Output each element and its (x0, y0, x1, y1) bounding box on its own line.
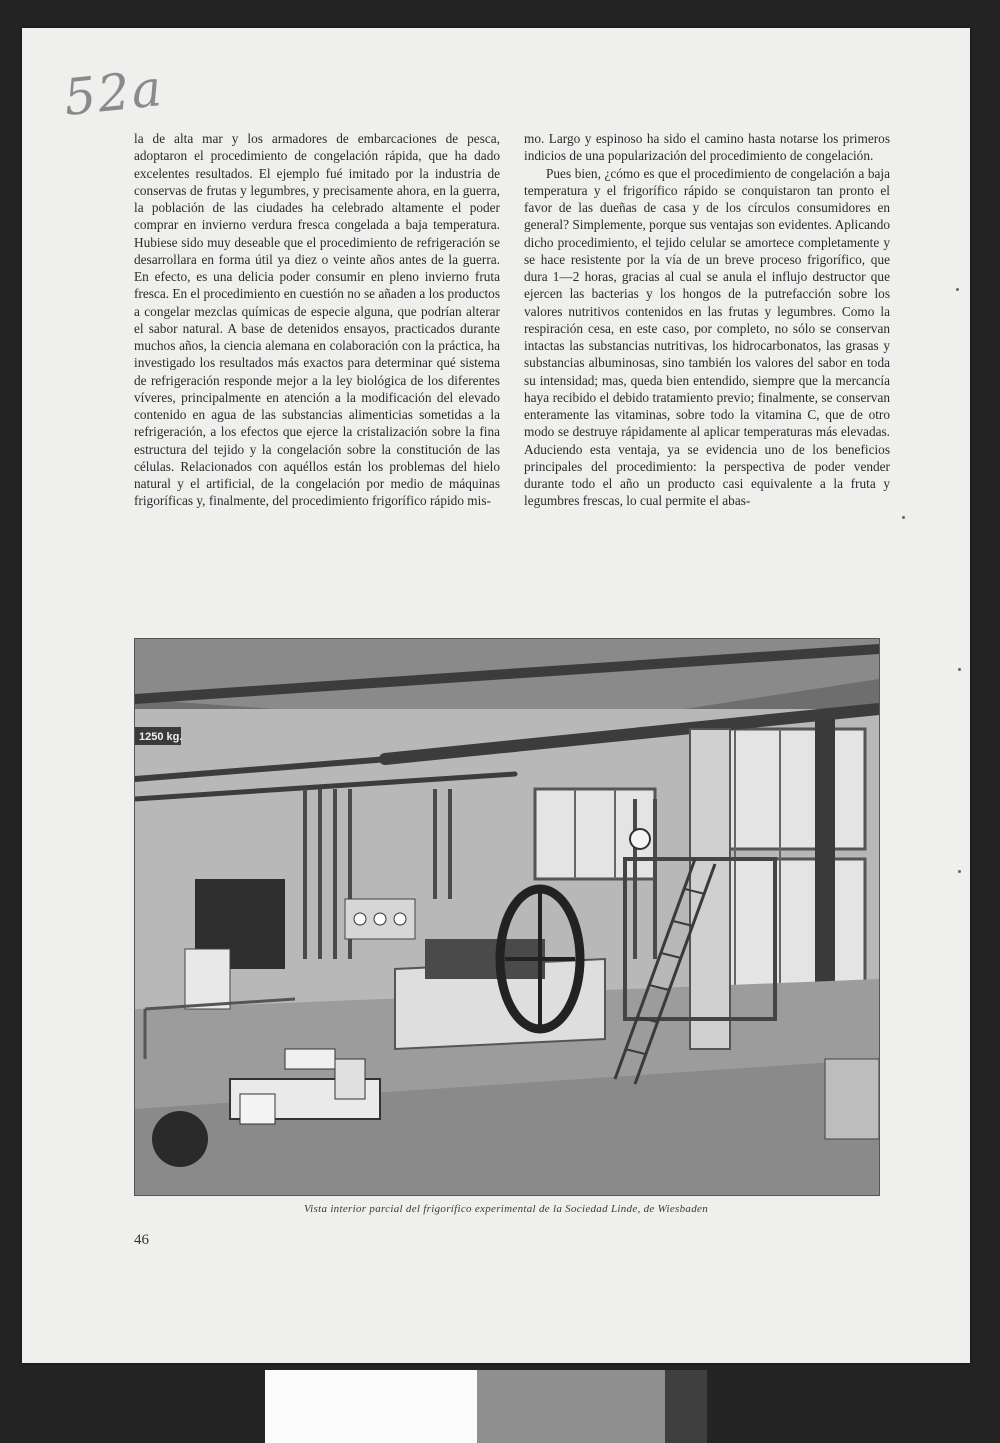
page-number: 46 (134, 1232, 149, 1248)
calibration-patch-white (265, 1370, 477, 1443)
paper-speck (902, 516, 905, 519)
handwritten-page-mark: 52a (61, 58, 167, 128)
paper-speck (958, 870, 961, 873)
article-column-right (524, 130, 890, 510)
paper-speck (958, 668, 961, 671)
article-paragraph: Pues bien, ¿cómo es que el procedimiento de congelación a baja temperatura y el frigorífico rápido se conquistaron tan pronto el favor de las dueñas de casa y de los círculos consumidores en general? Simplemente, porque sus ventajas son evidentes. Aplicando dicho procedimiento, el tejido celular se amortece completamente y se hace resistente por la vía de un breve proceso frigorífico, que dura 1—2 horas, gracias al cual se anula el influjo destructor que ejercen las bacterias y los hongos de la putrefacción sobre los valores nutritivos contenidos en las frutas y legumbres. Como la respiración cesa, en este caso, por completo, no sólo se conservan intactas las substancias nutritivas, los hidrocarbonatos, las grasas y substancias albuminosas, sino también los valores del sabor en toda su intensidad; mas, queda bien entendido, siempre que la mercancía haya recibido el debido tratamiento previo; finalmente, se conservan enteramente las vitaminas, sobre todo la vitamina C, que de otro modo se destruye rápidamente al aplicar temperaturas más elevadas. Aduciendo esta ventaja, ya se evidencia uno de los beneficios principales del procedimiento: la perspectiva de poder vender durante todo el año un producto casi equivalente a la fruta y legumbres frescas, lo cual permite el abas- (524, 165, 890, 509)
article-paragraph: la de alta mar y los armadores de embarcaciones de pesca, adoptaron el procedimiento de congelación rápida, que ha dado excelentes resultados. El ejemplo fué imitado por la industria de conservas de frutas y legumbres, y precisamente ahora, en la guerra, la población de las ciudades ha celebrado altamente el poder comprar en invierno verdura fresca congelada a baja temperatura. Hubiese sido muy deseable que el procedimiento de refrigeración se desarrollara en forma útil ya diez o veinte años antes de la guerra. En efecto, es una delicia poder consumir en pleno invierno fruta fresca. En el procedimiento en cuestión no se añaden a los productos a congelar mezclas químicas de especie alguna, que podrían alterar el sabor natural. A base de detenidos ensayos, practicados durante muchos años, la ciencia alemana en colaboración con la práctica, ha investigado los resultados más exactos para determinar qué sistema de refrigeración responde mejor a la ley biológica de los diferentes víveres, principalmente en atención a la modificación del elevado contenido en agua de las substancias alimenticias sometidas a la refrigeración, a los efectos que ejerce la cristalización sobre la fina estructura del tejido y la congelación sobre la constitución de las células. Relacionados con aquéllos están los problemas del hielo natural y el artificial, de la congelación por medio de máquinas frigoríficas y, finalmente, del procedimiento frigorífico rápido mis- (134, 131, 500, 509)
article-paragraph: mo. Largo y espinoso ha sido el camino hasta notarse los primeros indicios de una popularización del procedimiento de congelación. (524, 131, 890, 164)
calibration-patch-grey (477, 1370, 665, 1443)
figure-caption: Vista interior parcial del frigorífico experimental de la Sociedad Linde, de Wiesbaden (303, 1203, 708, 1215)
document-page (22, 28, 970, 1363)
calibration-patch-dark (665, 1370, 707, 1443)
factory-interior-illustration (135, 639, 879, 1195)
factory-photograph (134, 638, 880, 1196)
paper-speck (956, 288, 959, 291)
capacity-sign-text: 1250 kg. (139, 731, 183, 743)
article-column-left (134, 130, 500, 510)
